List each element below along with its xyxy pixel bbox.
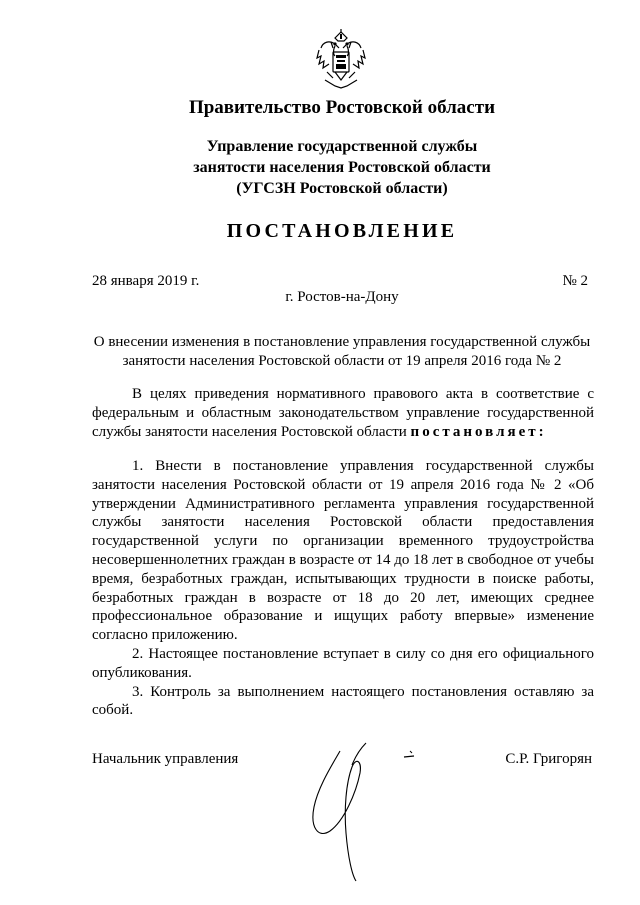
document-city: г. Ростов-на-Дону	[285, 289, 399, 305]
resolution-items	[92, 457, 594, 720]
signatory-name: С.Р. Григорян	[505, 751, 592, 767]
resolution-item-1: 1. Внести в постановление управления государственной службы занятости населения Ростовской области от 19 апреля 2016 года № 2 «Об утверждении Административного регламента управления государственной службы занятости населения Ростовской области предоставления государственной услуги по организации временного трудоустройства несовершеннолетних граждан в возрасте от 14 до 18 лет в свободное от учебы время, безработных граждан, испытывающих трудности в поиске работы, безработных граждан в возрасте от 18 до 20 лет, имеющих среднее профессиональное образование и ищущих работу впервые» изменение согласно приложению.	[92, 458, 594, 644]
department-short-name: (УГСЗН Ростовской области)	[236, 180, 448, 197]
document-date: 28 января 2019 г.	[92, 273, 200, 289]
resolution-item-3: 3. Контроль за выполнением настоящего постановления оставляю за собой.	[92, 683, 594, 719]
document-subject: О внесении изменения в постановление управления государственной службы занятости населения Ростовской области от 19 апреля 2016 года № 2	[93, 334, 591, 369]
resolution-item-2: 2. Настоящее постановление вступает в силу со дня его официального опубликования.	[92, 645, 594, 681]
preamble-text: В целях приведения нормативного правового акта в соответствие с федеральным и областным законодательством управление государственной службы занятости населения Ростовской области	[92, 386, 594, 440]
preamble-paragraph	[92, 385, 594, 441]
signatory-position: Начальник управления	[92, 751, 239, 767]
preamble-keyword: постановляет:	[410, 423, 547, 440]
department-line-1: Управление государственной службы	[206, 138, 478, 155]
department-line-2: занятости населения Ростовской области	[193, 159, 491, 176]
document-number: № 2	[562, 273, 588, 289]
government-title: Правительство Ростовской области	[188, 97, 496, 118]
handwritten-signature	[300, 735, 430, 885]
department-heading	[0, 136, 640, 199]
preamble	[92, 385, 594, 441]
document-type-title: ПОСТАНОВЛЕНИЕ	[226, 220, 458, 242]
coat-of-arms-icon	[313, 28, 369, 90]
